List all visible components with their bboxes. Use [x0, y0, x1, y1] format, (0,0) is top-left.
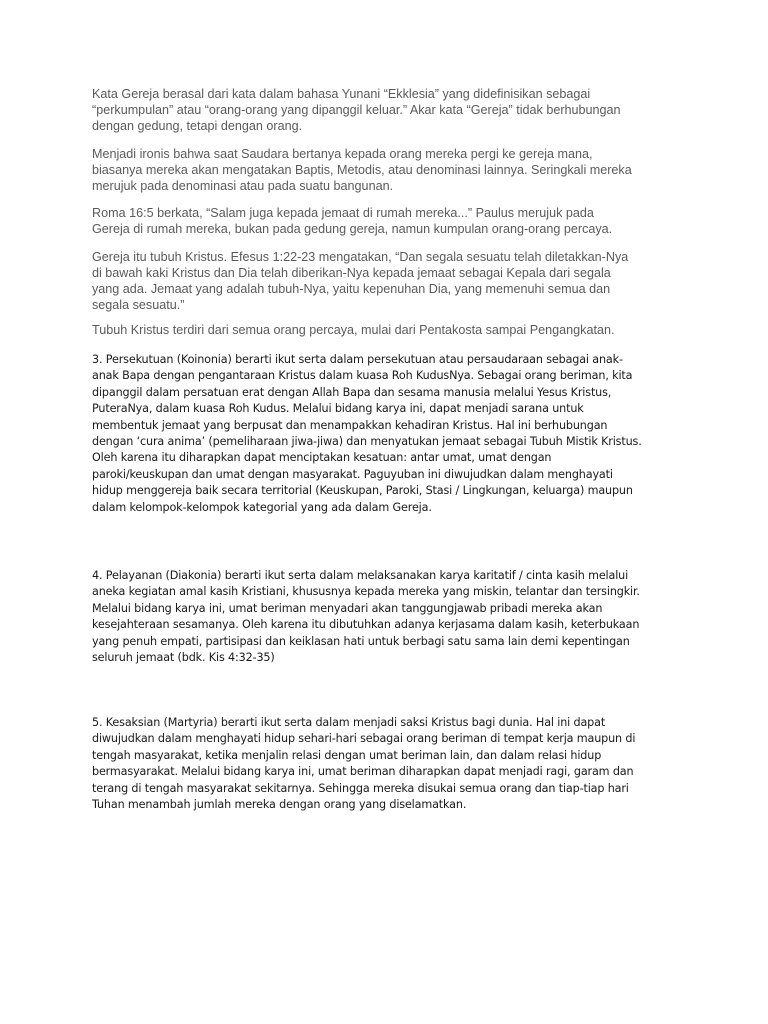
text-line: aneka kegiatan amal kasih Kristiani, khususnya kepada mereka yang miskin, telantar dan tersingkir.	[92, 585, 640, 599]
text-line: bermasyarakat. Melalui bidang karya ini, umat beriman diharapkan dapat menjadi ragi, garam dan	[92, 765, 634, 779]
text-line: hidup menggereja baik secara territorial (Keuskupan, Paroki, Stasi / Lingkungan, keluarga) maupun	[92, 484, 633, 498]
text-line: Gereja di rumah mereka, bukan pada gedung gereja, namun kumpulan orang-orang percaya.	[92, 222, 613, 236]
text-line: Roma 16:5 berkata, “Salam juga kepada jemaat di rumah mereka...” Paulus merujuk pada	[92, 206, 594, 220]
text-line: Tuhan menambah jumlah mereka dengan orang yang diselamatkan.	[92, 798, 467, 812]
text-line: diwujudkan dalam menghayati hidup sehari-hari sebagai orang beriman di tempat kerja maupun di	[92, 732, 636, 746]
text-line: Tubuh Kristus terdiri dari semua orang percaya, mulai dari Pentakosta sampai Pengangkatan.	[92, 323, 615, 337]
paragraph-roma	[92, 205, 682, 237]
text-line: dengan gedung, tetapi dengan orang.	[92, 119, 303, 133]
text-line: dipanggil dalam persatuan erat dengan Allah Bapa dan sesama manusia melalui Yesus Kristus,	[92, 385, 612, 399]
text-line: 5. Kesaksian (Martyria) berarti ikut serta dalam menjadi saksi Kristus bagi dunia. Hal ini dapat	[92, 716, 606, 729]
text-line: paroki/keuskupan dan umat dengan masyarakat. Paguyuban ini diwujudkan dalam menghayati	[92, 467, 613, 481]
paragraph-efesus	[92, 249, 682, 313]
text-line: Oleh karena itu diharapkan dapat menciptakan kesatuan: antar umat, umat dengan	[92, 451, 552, 465]
text-line: 3. Persekutuan (Koinonia) berarti ikut serta dalam persekutuan atau persaudaraan sebagai anak-	[92, 353, 623, 366]
text-line: dalam kelompok-kelompok kategorial yang ada dalam Gereja.	[92, 500, 432, 514]
section-diakonia	[92, 568, 682, 666]
text-line: anak Bapa dengan pengantaraan Kristus dalam kuasa Roh KudusNya. Sebagai orang beriman, kita	[92, 369, 633, 383]
text-line: dengan ‘cura anima’ (pemeliharaan jiwa-jiwa) dan menyatukan jemaat sebagai Tubuh Mistik Kristus.	[92, 435, 642, 449]
text-line: Gereja itu tubuh Kristus. Efesus 1:22-23 mengatakan, “Dan segala sesuatu telah diletakkan-Nya	[92, 250, 629, 264]
text-line: tengah masyarakat, ketika menjalin relasi dengan umat beriman lain, dan dalam relasi hidup	[92, 748, 602, 762]
text-line: merujuk pada denominasi atau pada suatu bangunan.	[92, 179, 394, 193]
text-line: yang ada. Jemaat yang adalah tubuh-Nya, yaitu kepenuhan Dia, yang memenuhi semua dan	[92, 282, 611, 296]
text-line: Kata Gereja berasal dari kata dalam bahasa Yunani “Ekklesia” yang didefinisikan sebagai	[92, 87, 591, 101]
text-line: yang penuh empati, partisipasi dan keiklasan hati untuk berbagi satu sama lain demi kepentingan	[92, 634, 630, 648]
text-line: Melalui bidang karya ini, umat beriman menyadari akan tanggungjawab pribadi mereka akan	[92, 601, 603, 615]
text-line: kesejahteraan sesamanya. Oleh karena itu dibutuhkan adanya kerjasama dalam kasih, keterbukaan	[92, 618, 640, 632]
text-line: Menjadi ironis bahwa saat Saudara bertanya kepada orang mereka pergi ke gereja mana,	[92, 147, 593, 161]
text-line: terang di tengah masyarakat sekitarnya. Sehingga mereka disukai semua orang dan tiap-tiap hari	[92, 781, 629, 795]
text-line: segala sesuatu.”	[92, 298, 185, 312]
text-line: “perkumpulan” atau “orang-orang yang dipanggil keluar.” Akar kata “Gereja” tidak berhubungan	[92, 103, 621, 117]
text-line: biasanya mereka akan mengatakan Baptis, Metodis, atau denominasi lainnya. Seringkali mereka	[92, 163, 632, 177]
section-martyria	[92, 715, 682, 813]
text-line: PuteraNya, dalam kuasa Roh Kudus. Melalui bidang karya ini, dapat menjadi sarana untuk	[92, 402, 584, 416]
paragraph-tubuh-kristus	[92, 322, 682, 338]
text-line: seluruh jemaat (bdk. Kis 4:32-35)	[92, 651, 275, 665]
text-line: 4. Pelayanan (Diakonia) berarti ikut serta dalam melaksanakan karya karitatif / cinta kasih melalui	[92, 569, 629, 582]
paragraph-denominasi	[92, 146, 682, 194]
paragraph-ekklesia	[92, 86, 682, 134]
text-line: di bawah kaki Kristus dan Dia telah diberikan-Nya kepada jemaat sebagai Kepala dari segala	[92, 266, 611, 280]
section-koinonia	[92, 352, 682, 516]
text-line: membentuk jemaat yang berpusat dan menampakkan kehadiran Kristus. Hal ini berhubungan	[92, 418, 608, 432]
